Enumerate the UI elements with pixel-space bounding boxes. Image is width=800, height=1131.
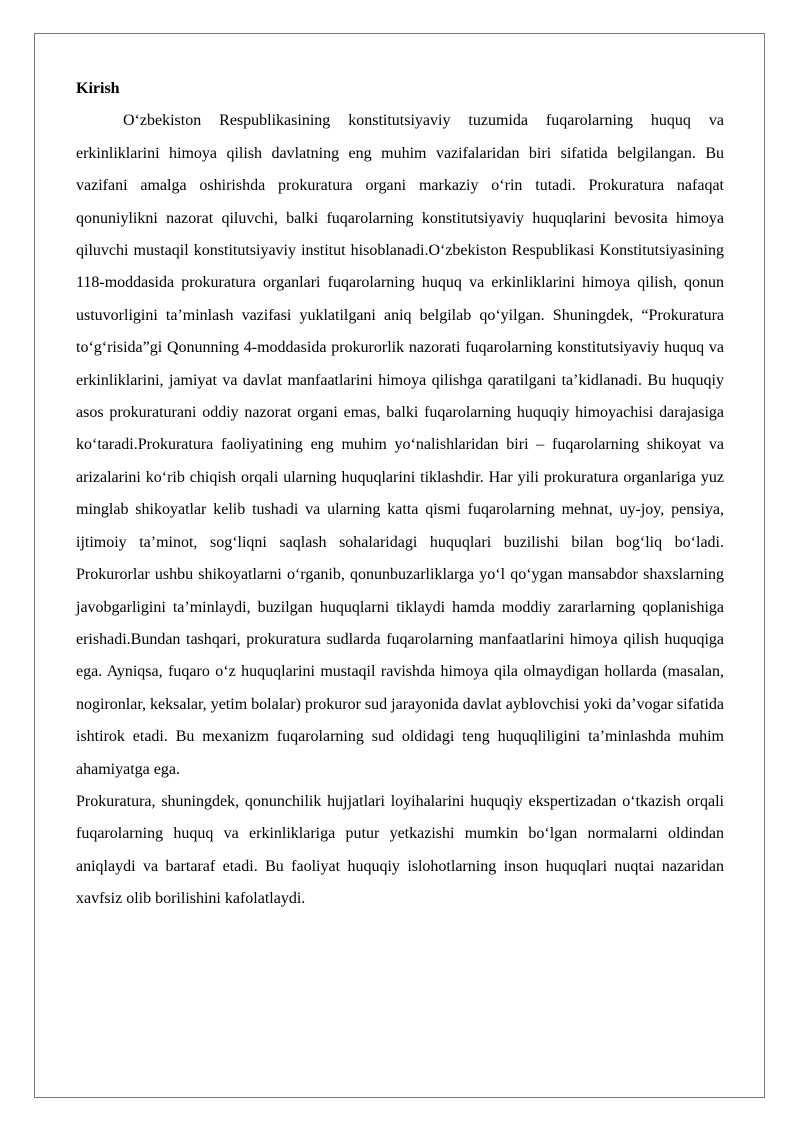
section-heading: Kirish: [76, 80, 120, 97]
paragraph-1: O‘zbekiston Respublikasining konstitutsiyaviy tuzumida fuqarolarning huquq va erkinliklarini himoya qilish davlatning eng muhim vazifalaridan biri sifatida belgilangan. Bu vazifani amalga oshirishda prokuratura organi markaziy o‘rin tutadi. Prokuratura nafaqat qonuniylikni nazorat qiluvchi, balki fuqarolarning konstitutsiyaviy huquqlarini bevosita himoya qiluvchi mustaqil konstitutsiyaviy institut hisoblanadi.O‘zbekiston Respublikasi Konstitutsiyasining 118-moddasida prokuratura organlari fuqarolarning huquq va erkinliklarini himoya qilish, qonun ustuvorligini ta’minlash vazifasi yuklatilgani aniq belgilab qo‘yilgan. Shuningdek, “Prokuratura to‘g‘risida”gi Qonunning 4-moddasida prokurorlik nazorati fuqarolarning konstitutsiyaviy huquq va erkinliklarini, jamiyat va davlat manfaatlarini himoya qilishga qaratilgani ta’kidlanadi. Bu huquqiy asos prokuraturani oddiy nazorat organi emas, balki fuqarolarning huquqiy himoyachisi darajasiga ko‘taradi.Prokuratura faoliyatining eng muhim yo‘nalishlaridan biri – fuqarolarning shikoyat va arizalarini ko‘rib chiqish orqali ularning huquqlarini tiklashdir. Har yili prokuratura organlariga yuz minglab shikoyatlar kelib tushadi va ularning katta qismi fuqarolarning mehnat, uy-joy, pensiya, ijtimoiy ta’minot, sog‘liqni saqlash sohalaridagi huquqlari buzilishi bilan bog‘liq bo‘ladi. Prokurorlar ushbu shikoyatlarni o‘rganib, qonunbuzarliklarga yo‘l qo‘ygan mansabdor shaxslarning javobgarligini ta’minlaydi, buzilgan huquqlarni tiklaydi hamda moddiy zararlarning qoplanishiga erishadi.Bundan tashqari, prokuratura sudlarda fuqarolarning manfaatlarini himoya qilish huquqiga ega. Ayniqsa, fuqaro o‘z huquqlarini mustaqil ravishda himoya qila olmaydigan hollarda (masalan, nogironlar, keksalar, yetim bolalar) prokuror sud jarayonida davlat ayblovchisi yoki da’vogar sifatida ishtirok etadi. Bu mexanizm fuqarolarning sud oldidagi teng huquqliligini ta’minlashda muhim ahamiyatga ega.: [76, 112, 724, 778]
paragraph-2: Prokuratura, shuningdek, qonunchilik hujjatlari loyihalarini huquqiy ekspertizadan o‘tkazish orqali fuqarolarning huquq va erkinliklariga putur yetkazishi mumkin bo‘lgan normalarni oldindan aniqlaydi va bartaraf etadi. Bu faoliyat huquqiy islohotlarning inson huquqlari nuqtai nazaridan xavfsiz olib borilishini kafolatlaydi.: [76, 792, 724, 908]
document-body: [76, 73, 724, 916]
